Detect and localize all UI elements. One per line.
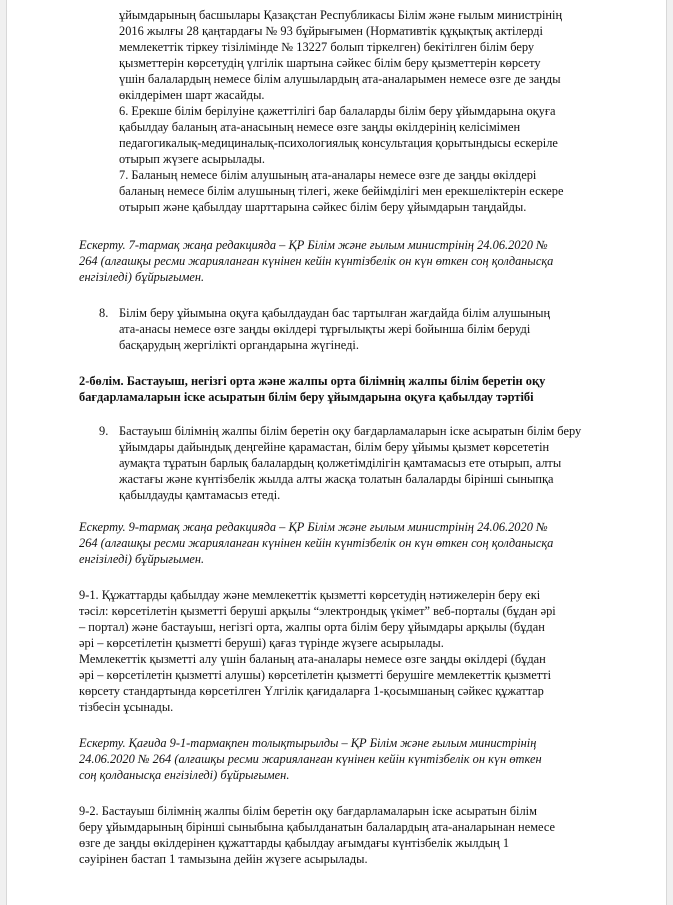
item-9-number: 9.: [99, 424, 109, 438]
text-line: үшін балалардың немесе білім алушылардың ата-аналарымен немесе өзге де заңды: [119, 72, 561, 86]
text-line: 264 (алғашқы ресми жарияланған күнінен кейін күнтізбелік он күн өткен соң қолданысқа: [79, 536, 554, 550]
item-9-text: [119, 423, 581, 503]
text-line: баланың немесе білім алушының тілегі, жеке бейімділігі мен ерекшеліктерін ескере: [119, 184, 564, 198]
text-line: қабылдауды қамтамасыз етеді.: [119, 488, 281, 502]
text-line: Ескерту. Қағида 9-1-тармақпен толықтырылды – ҚР Білім және ғылым министрінің: [79, 736, 537, 750]
text-line: аумақта тұратын барлық балалардың қолжетімділігін қамтамасыз ете отырып, алты: [119, 456, 562, 470]
note-item-9-1: [79, 735, 542, 783]
text-line: өкілдерімен шарт жасайды.: [119, 88, 265, 102]
note-item-9: [79, 519, 553, 567]
text-line: бағдарламаларын іске асыратын білім беру ұйымдарына оқуға қабылдау тәртібі: [79, 390, 534, 404]
text-line: 6. Ерекше білім берілуіне қажеттілігі бар балаларды білім беру ұйымдарына оқуға: [119, 104, 556, 118]
text-line: басқарудың жергілікті органдарына жүгінеді.: [119, 338, 359, 352]
item-8-number: 8.: [99, 306, 109, 320]
item-9-1-text: [79, 587, 556, 715]
text-line: Бастауыш білімнің жалпы білім беретін оқу бағдарламаларын іске асыратын білім беру: [119, 424, 582, 438]
text-line: мемлекеттік тіркеу тізілімінде № 13227 болып тіркелген) бекітілген білім беру: [119, 40, 535, 54]
text-line: беру ұйымдарының бірінші сыныбына қабылданатын балалардың ата-аналарынан немесе: [79, 820, 555, 834]
text-line: Мемлекеттік қызметті алу үшін баланың ата-аналары немесе өзге заңды өкілдері (бұдан: [79, 652, 546, 666]
text-line: 9-2. Бастауыш білімнің жалпы білім беретін оқу бағдарламаларын іске асыратын білім: [79, 804, 537, 818]
text-line: ұйымдары дайындық деңгейіне қарамастан, білім беру ұйымы қызмет көрсететін: [119, 440, 550, 454]
text-line: 2-бөлім. Бастауыш, негізгі орта және жалпы орта білімнің жалпы білім беретін оқу: [79, 374, 546, 388]
item-9-2-text: [79, 803, 555, 867]
text-line: көрсету стандартында көрсетілген Үлгілік қағидаларға 1-қосымшаның сәйкес құжаттар: [79, 684, 544, 698]
text-line: қабылдау баланың ата-анасының немесе өзге заңды өкілдерінің келісімімен: [119, 120, 521, 134]
text-line: қызметтерін көрсетудің үлгілік шартына сәйкес білім беру қызметтерін көрсету: [119, 56, 541, 70]
text-line: ата-анасы немесе өзге заңды өкілдері тұрғылықты жері бойынша білім беруді: [119, 322, 531, 336]
chapter-2-heading: [79, 373, 545, 405]
text-line: Ескерту. 9-тармақ жаңа редакцияда – ҚР Білім және ғылым министрінің 24.06.2020 №: [79, 520, 548, 534]
text-line: отырып жүзеге асырылады.: [119, 152, 265, 166]
text-line: әрі – көрсетілетін қызметті беруші) қағаз түрінде жүзеге асырылады.: [79, 636, 444, 650]
text-line: 9-1. Құжаттарды қабылдау және мемлекеттік қызметті көрсетудің нәтижелерін беру екі: [79, 588, 541, 602]
text-line: енгізіледі) бұйрығымен.: [79, 270, 205, 284]
text-line: 264 (алғашқы ресми жарияланған күнінен кейін күнтізбелік он күн өткен соң қолданысқа: [79, 254, 554, 268]
text-line: 2016 жылғы 28 қаңтардағы № 93 бұйрығымен (Нормативтік құқықтық актілерді: [119, 24, 543, 38]
intro-paragraph: [119, 7, 563, 215]
text-line: соң қолданысқа енгізіледі) бұйрығымен.: [79, 768, 290, 782]
text-line: әрі – көрсетілетін қызметті алушы) көрсетілетін қызметті берушіге мемлекеттік қызметті: [79, 668, 552, 682]
document-page: [6, 0, 667, 905]
text-line: ұйымдарының басшылары Қазақстан Республикасы Білім және ғылым министрінің: [119, 8, 563, 22]
text-line: жастағы және күнтізбелік жылда алты жасқа толатын балаларды бірінші сыныпқа: [119, 472, 554, 486]
text-line: педагогикалық-медициналық-психологиялық консультация қорытындысы ескеріле: [119, 136, 558, 150]
text-line: өзге де заңды өкілдерінен құжаттарды қабылдау ағымдағы күнтізбелік жылдың 1: [79, 836, 510, 850]
text-line: отырып және қабылдау шарттарына сәйкес білім беру ұйымдарын таңдайды.: [119, 200, 527, 214]
note-item-7: [79, 237, 553, 285]
text-line: сәуірінен бастап 1 тамызына дейін жүзеге асырылады.: [79, 852, 368, 866]
item-8-text: [119, 305, 550, 353]
text-line: енгізіледі) бұйрығымен.: [79, 552, 205, 566]
text-line: 7. Баланың немесе білім алушының ата-аналары немесе өзге де заңды өкілдері: [119, 168, 537, 182]
text-line: тізбесін ұсынады.: [79, 700, 174, 714]
text-line: тәсіл: көрсетілетін қызметті беруші арқылы “электрондық үкімет” веб-порталы (бұдан әрі: [79, 604, 556, 618]
text-line: 24.06.2020 № 264 (алғашқы ресми жарияланған күнінен кейін күнтізбелік он күн өткен: [79, 752, 542, 766]
text-line: – портал) және бастауыш, негізгі орта, жалпы орта білім беру ұйымдары арқылы (бұдан: [79, 620, 545, 634]
text-line: Білім беру ұйымына оқуға қабылдаудан бас тартылған жағдайда білім алушының: [119, 306, 551, 320]
text-line: Ескерту. 7-тармақ жаңа редакцияда – ҚР Білім және ғылым министрінің 24.06.2020 №: [79, 238, 548, 252]
